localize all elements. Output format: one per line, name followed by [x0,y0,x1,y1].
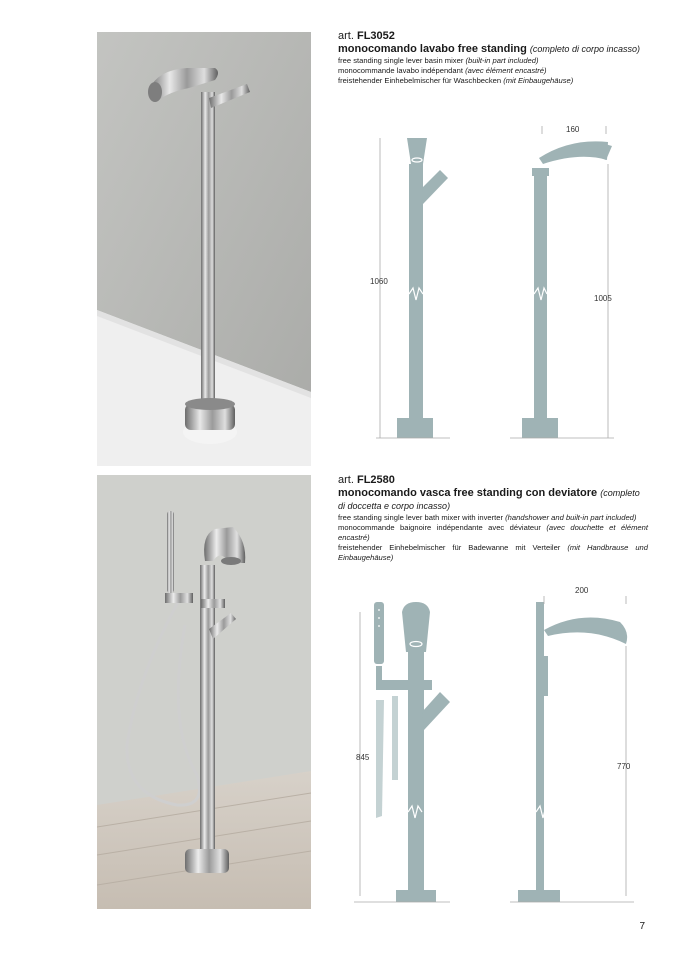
dim-spout-height: 770 [617,762,631,771]
dim-spout-reach: 200 [575,586,589,595]
description-de-note: (mit Einbaugehäuse) [503,76,574,85]
description-fr-note: (avec élément encastré) [465,66,547,75]
article-number: FL2580 [356,474,395,486]
description-de-note: (mit Handbrause und Einbaugehäuse) [338,543,648,562]
product-title-it: monocomando lavabo free standing [338,43,527,55]
product-title-note: (completo di doccetta e corpo incasso) [338,488,640,511]
page-number: 7 [639,921,645,932]
description-fr-text: monocommande lavabo indépendant [338,66,463,75]
description-fr [338,66,648,76]
article-code [338,474,648,487]
description-en-text: free standing single lever basin mixer [338,56,464,65]
description-fr-text: monocommande baignoire indépendante avec déviateur [338,523,541,532]
art-prefix: art. [338,30,354,42]
description-en [338,56,648,66]
description-de [338,543,648,563]
description-en [338,513,648,523]
product-title [338,43,648,56]
dim-spout-reach: 160 [566,125,580,134]
technical-drawing-fl2580 [350,596,640,906]
product-photo-fl2580 [97,475,311,909]
technical-drawing-fl3052 [360,120,630,450]
product-description-fl3052 [338,30,648,86]
description-en-note: (built-in part included) [465,56,539,65]
product-photo-fl3052 [97,32,311,466]
article-code [338,30,648,43]
description-de [338,76,648,86]
description-de-text: freistehender Einhebelmischer für Waschbecken [338,76,502,85]
product-title-it: monocomando vasca free standing con deviatore [338,487,598,499]
description-fr-note: (avec douchette et élément encastré) [338,523,648,542]
dim-spout-height: 1005 [594,294,612,303]
dim-total-height: 1060 [370,277,388,286]
description-fr [338,523,648,543]
product-title-note: (completo di corpo incasso) [529,44,640,54]
description-de-text: freistehender Einhebelmischer für Badewanne mit Verteiler [338,543,561,552]
product-description-fl2580 [338,474,648,563]
description-en-note: (handshower and built-in part included) [505,513,637,522]
article-number: FL3052 [356,30,395,42]
dim-total-height: 845 [356,753,370,762]
art-prefix: art. [338,474,354,486]
description-en-text: free standing single lever bath mixer with inverter [338,513,504,522]
product-title [338,487,648,513]
